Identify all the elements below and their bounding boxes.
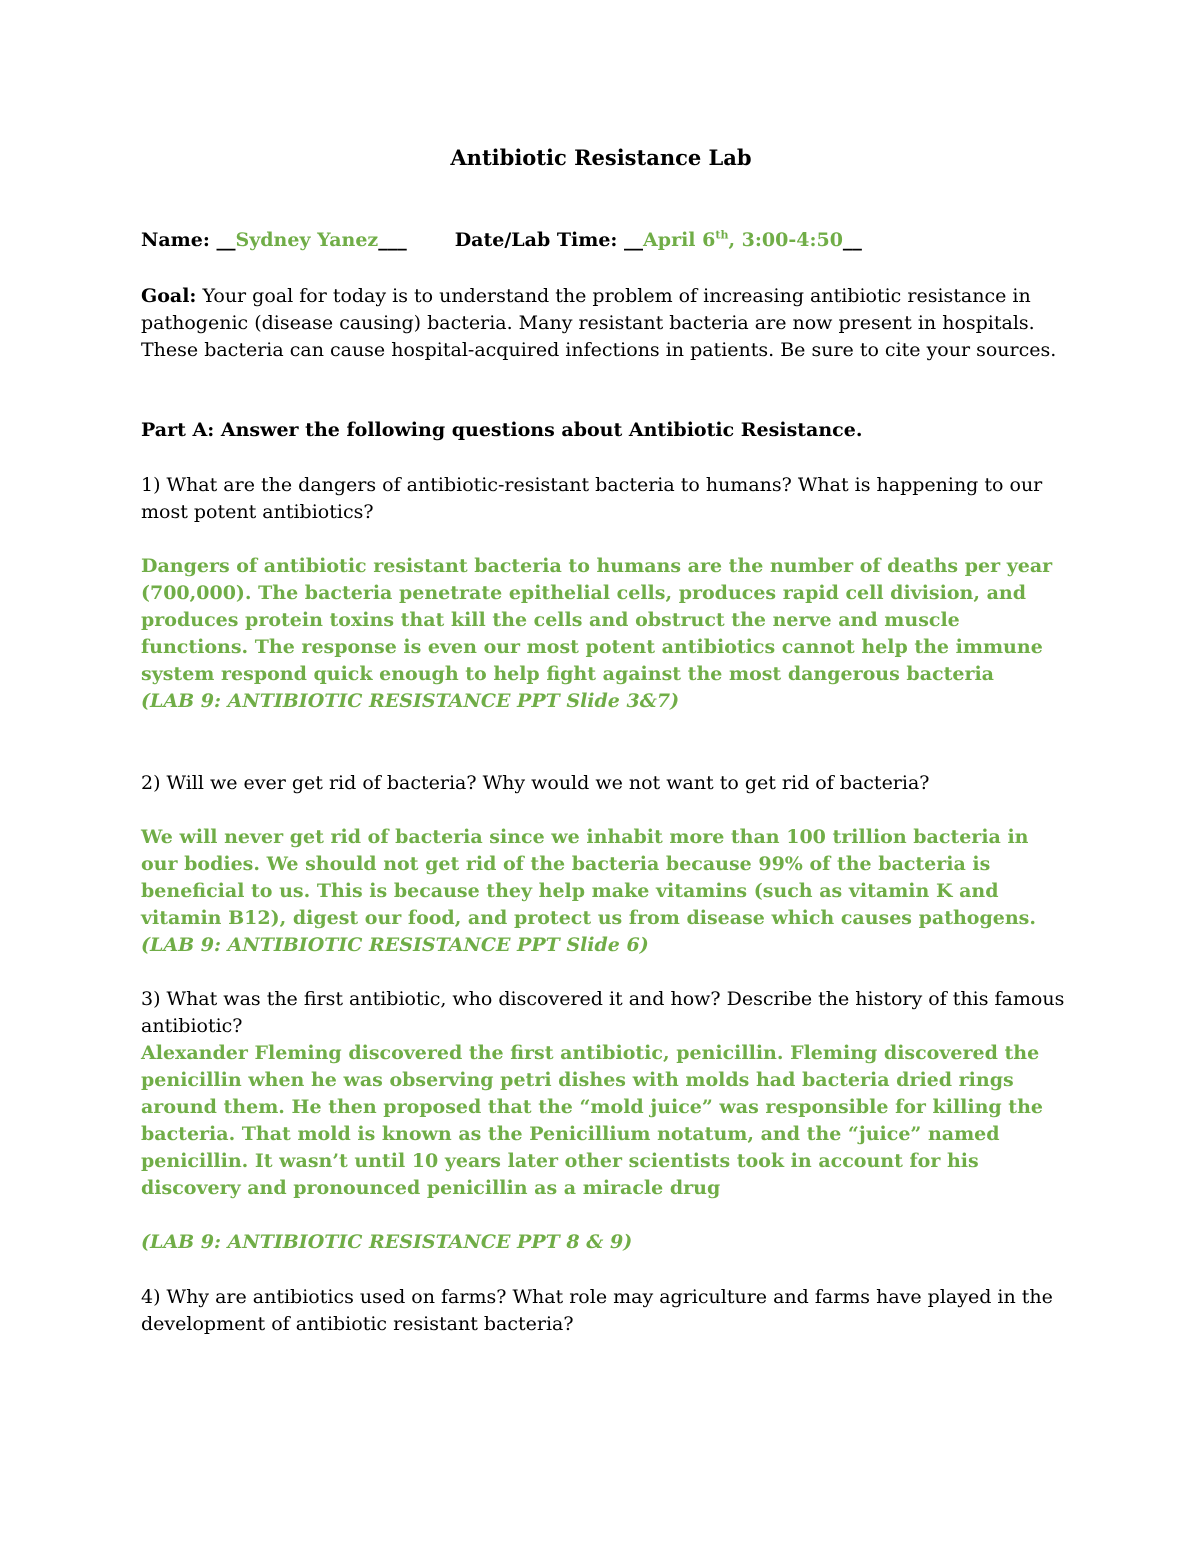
question-3: 3) What was the first antibiotic, who discovered it and how? Describe the history of this famous antibiotic? (141, 988, 1065, 1037)
question-4: 4) Why are antibiotics used on farms? What role may agriculture and farms have played in the development of antibiotic resistant bacteria? (141, 1286, 1053, 1335)
citation-3: (LAB 9: ANTIBIOTIC RESISTANCE PPT 8 & 9) (141, 1231, 633, 1253)
date-trail: __ (842, 229, 862, 251)
part-a-heading: Part A: Answer the following questions about Antibiotic Resistance. (141, 419, 863, 441)
date-label: Date/Lab Time: __ (454, 229, 644, 251)
date-value: April 6th, 3:00-4:50 (643, 228, 843, 251)
answer-3: Alexander Fleming discovered the first antibiotic, penicillin. Fleming discovered the penicillin when he was observing petri dishes with molds had bacteria dried rings around them. He then proposed that the “mold juice” was responsible for killing the bacteria. That mold is known as the Penicillium notatum, and the “juice” named penicillin. It wasn’t until 10 years later other scientists took in account for his discovery and pronounced penicillin as a miracle drug (141, 1042, 1043, 1199)
header-line (141, 227, 862, 254)
goal-label: Goal: (141, 285, 197, 307)
citation-2: (LAB 9: ANTIBIOTIC RESISTANCE PPT Slide 6) (141, 934, 649, 956)
name-trail: ___ (378, 229, 407, 251)
answer-2: We will never get rid of bacteria since we inhabit more than 100 trillion bacteria in our bodies. We should not get rid of the bacteria because 99% of the bacteria is beneficial to us. This is because they help make vitamins (such as vitamin K and vitamin B12), digest our food, and protect us from disease which causes pathogens. (141, 826, 1036, 929)
citation-1: (LAB 9: ANTIBIOTIC RESISTANCE PPT Slide 3&7) (141, 690, 680, 712)
document-title: Antibiotic Resistance Lab (450, 145, 752, 170)
question-2: 2) Will we ever get rid of bacteria? Why would we not want to get rid of bacteria? (141, 772, 930, 794)
goal-text: Your goal for today is to understand the problem of increasing antibiotic resistance in pathogenic (disease causing) bacteria. Many resistant bacteria are now present in hospitals. These bacteria can cause hospital-acquired infections in patients. Be sure to cite your sources. (141, 285, 1057, 361)
name-value: Sydney Yanez (235, 229, 379, 251)
question-1: 1) What are the dangers of antibiotic-resistant bacteria to humans? What is happening to our most potent antibiotics? (141, 474, 1043, 523)
goal-paragraph (141, 283, 1066, 364)
answer-1: Dangers of antibiotic resistant bacteria to humans are the number of deaths per year (700,000). The bacteria penetrate epithelial cells, produces rapid cell division, and produces protein toxins that kill the cells and obstruct the nerve and muscle functions. The response is even our most potent antibiotics cannot help the immune system respond quick enough to help fight against the most dangerous bacteria (141, 555, 1053, 685)
name-label: Name: __ (141, 229, 236, 251)
